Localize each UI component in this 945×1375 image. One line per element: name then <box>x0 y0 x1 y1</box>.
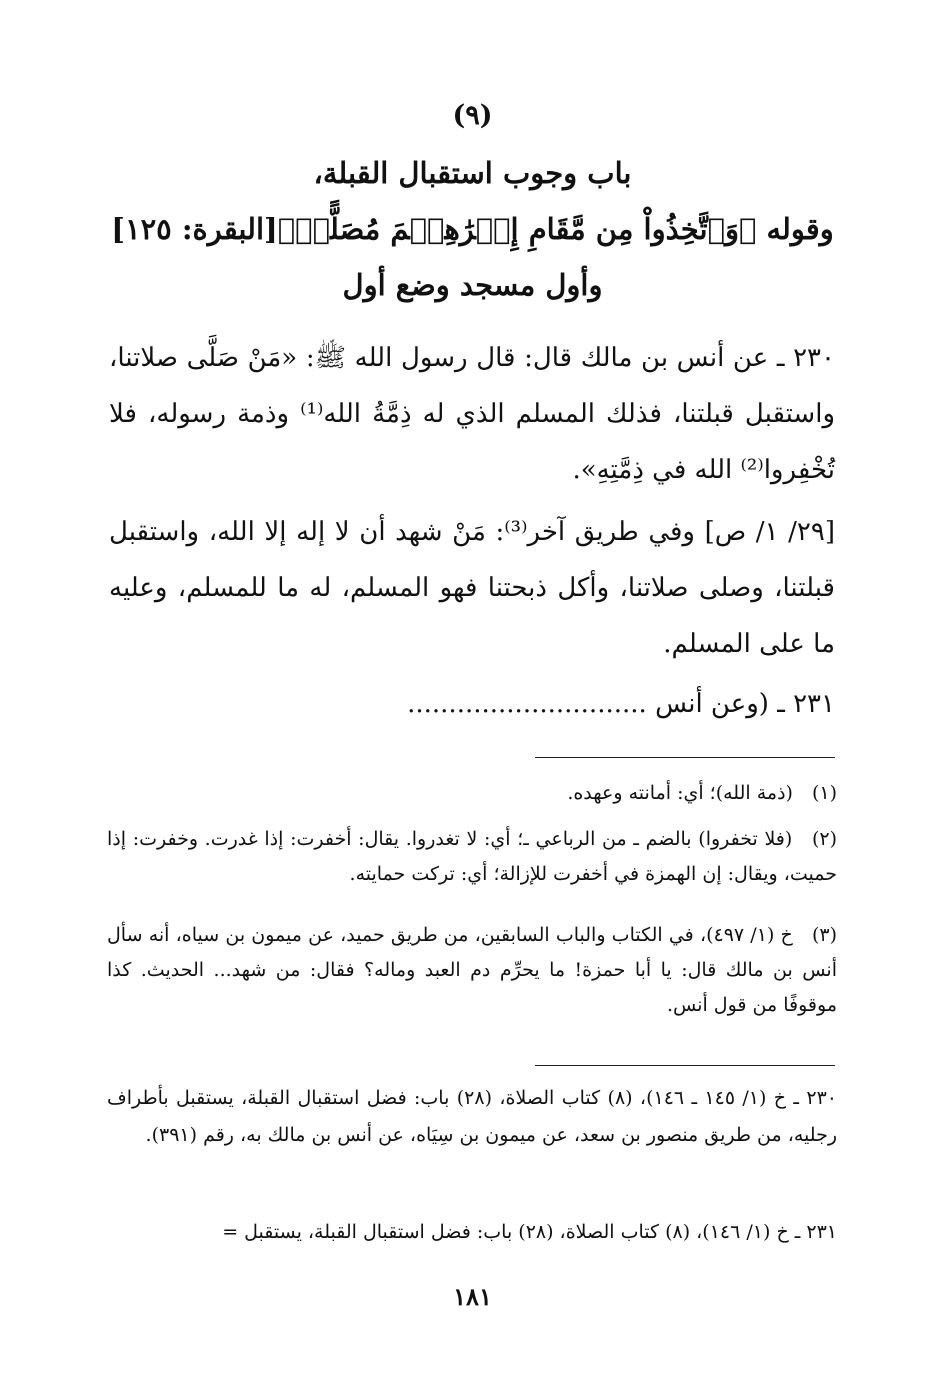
footnote-number: (٢) <box>811 828 837 850</box>
footnote-text: (ذمة الله)؛ أي: أمانته وعهده. <box>567 782 793 804</box>
footnote-text: خ (١/ ٤٩٧)، في الكتاب والباب السابقين، من طريق حميد، عن ميمون بن سياه، أنه سأل أنس بن مالك قال: يا أبا حمزة! ما يحرِّم دم العبد وماله؟ فقال: من شهد... الحديث. كذا موقوفًا من قول أنس. <box>107 924 837 1016</box>
chapter-title: باب وجوب استقبال القبلة، <box>313 156 632 190</box>
footnote-1 <box>107 776 837 811</box>
footnote-number: (١) <box>811 782 837 804</box>
source-note-230: ٢٣٠ ـ خ (١/ ١٤٥ ـ ١٤٦)، (٨) كتاب الصلاة، (٢٨) باب: فضل استقبال القبلة، يستقبل بأطراف رجليه، من طريق منصور بن سعد، عن ميمون بن سِيَاه، عن أنس بن مالك به، رقم (٣٩١). <box>107 1087 837 1146</box>
hadith-231-paragraph <box>109 676 835 732</box>
footnote-number: (٣) <box>811 924 837 946</box>
other-route-paragraph: [٢٩/ ١/ ص] وفي طريق آخر⁽³⁾: مَنْ شهد أن لا إله إلا الله، واستقبل قبلتنا، وصلى صلاتنا، وأكل ذبحتنا فهو المسلم، له ما للمسلم، وعليه ما على المسلم. <box>109 517 835 659</box>
page-number: ١٨١ <box>453 1282 492 1311</box>
hadith-231-dots: ............................. <box>407 689 647 719</box>
chapter-number: (٩) <box>452 100 493 131</box>
hadith-231-start: ٢٣١ ـ (وعن أنس <box>655 689 835 719</box>
hadith-230-paragraph: ٢٣٠ ـ عن أنس بن مالك قال: قال رسول الله ﷺ: «مَنْ صَلَّى صلاتنا، واستقبل قبلتنا، فذلك المسلم الذي له ذِمَّةُ الله⁽¹⁾ وذمة رسوله، فلا تُخْفِروا⁽²⁾ الله في ذِمَّتِهِ». <box>109 343 836 485</box>
footnote-text: (فلا تخفروا) بالضم ـ من الرباعي ـ؛ أي: لا تغدروا. يقال: أخفرت: إذا غدرت. وخفرت: إذا حميت، ويقال: إن الهمزة في أخفرت للإزالة؛ أي: تركت حمايته. <box>107 828 837 885</box>
chapter-subtitle: وأول مسجد وضع أول <box>342 268 603 302</box>
source-note-231: ٢٣١ ـ خ (١/ ١٤٦)، (٨) كتاب الصلاة، (٢٨) باب: فضل استقبال القبلة، يستقبل = <box>222 1221 837 1243</box>
chapter-verse-heading: وقوله ﴿وَٱتَّخِذُواْ مِن مَّقَامِ إِبۡرَٰهِـۧمَ مُصَلًّىۖ﴾[البقرة: ١٢٥] <box>111 212 834 246</box>
footnote-divider <box>535 757 835 758</box>
footnote-3 <box>107 918 837 1023</box>
source-divider <box>535 1065 835 1066</box>
footnote-2 <box>107 822 837 892</box>
